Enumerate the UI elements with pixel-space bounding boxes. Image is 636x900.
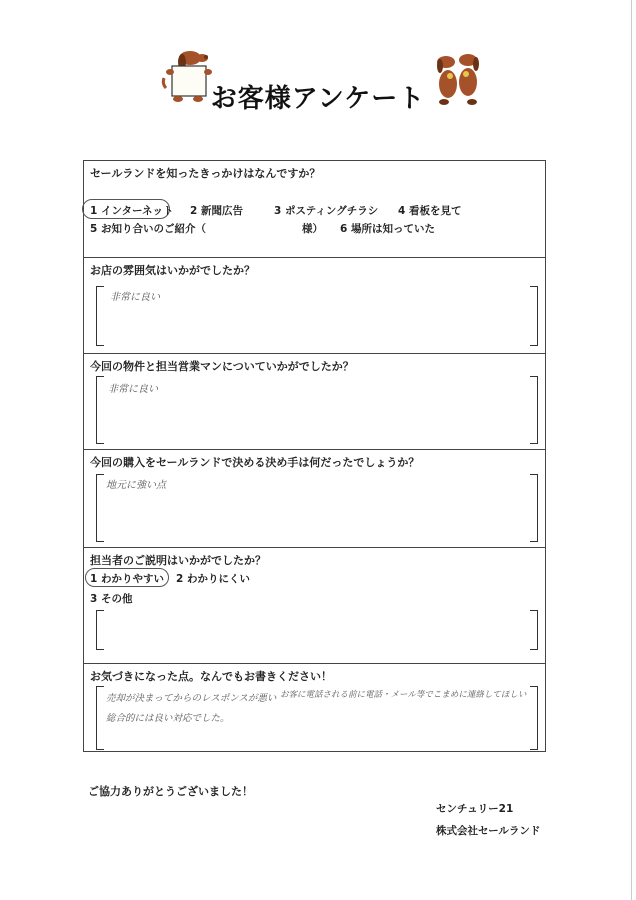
answer-bracket-left [96,610,104,650]
option-knew-location[interactable]: 6 場所は知っていた [340,223,435,235]
handwritten-answer[interactable]: 地元に強い点 [106,480,166,491]
section-property-staff [84,353,545,449]
option-other[interactable]: 3 その他 [90,593,133,605]
option-easy[interactable]: 1 わかりやすい [90,573,164,585]
question-atmosphere: お店の雰囲気はいかがでしたか？ [90,264,255,277]
page-title: お客様アンケート [210,84,426,114]
answer-bracket-right [530,686,538,750]
option-referral-suffix: 様） [302,223,323,235]
page-edge [631,0,632,900]
handwritten-comment-part2[interactable]: お客に電話される前に電話・メール等でこまめに連絡してほしい [280,690,527,700]
answer-bracket-right [530,474,538,542]
answer-bracket-left [96,376,104,444]
section-deciding-factor [84,449,545,547]
handwritten-comment-part1[interactable]: 売却が決まってからのレスポンスが悪い [106,693,277,704]
option-internet[interactable]: 1 インターネット [90,205,174,217]
handwritten-answer[interactable]: 非常に良い [108,384,158,395]
answer-bracket-right [530,376,538,444]
question-how-found: セールランドを知ったきっかけはなんですか？ [90,167,321,180]
option-hard[interactable]: 2 わかりにくい [176,573,250,585]
option-newspaper[interactable]: 2 新聞広告 [190,205,243,217]
company-name: 株式会社セールランド [436,825,541,837]
question-explanation: 担当者のご説明はいかがでしたか？ [90,554,266,567]
answer-bracket-left [96,286,104,346]
section-atmosphere [84,257,545,353]
answer-bracket-right [530,286,538,346]
option-signboard[interactable]: 4 看板を見て [398,205,462,217]
option-posting-flyer[interactable]: 3 ポスティングチラシ [274,205,379,217]
question-comments: お気づきになった点。なんでもお書きください！ [90,670,332,683]
section-explanation [84,547,545,663]
dog-pair-mascot-icon [430,50,486,108]
survey-form [83,160,546,752]
section-how-found [84,161,545,257]
section-comments [84,663,545,753]
option-referral[interactable]: 5 お知り合いのご紹介（ [90,223,206,235]
company-brand: センチュリー21 [436,803,514,815]
handwritten-answer[interactable]: 非常に良い [110,292,160,303]
answer-bracket-left [96,474,104,542]
handwritten-comment-line2[interactable]: 総合的には良い対応でした。 [106,713,230,724]
answer-bracket-right [530,610,538,650]
question-deciding-factor: 今回の購入をセールランドで決める決め手は何だったでしょうか？ [90,456,420,469]
closing-message: ご協力ありがとうございました！ [88,785,253,798]
answer-bracket-left [96,686,104,750]
question-property-staff: 今回の物件と担当営業マンについていかがでしたか？ [90,360,354,373]
